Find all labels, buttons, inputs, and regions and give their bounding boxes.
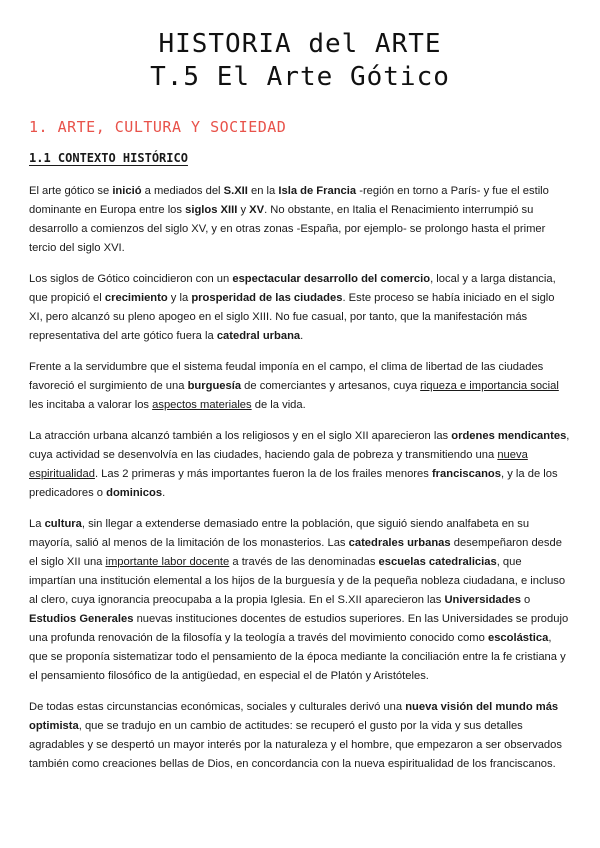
underlined-text: importante labor docente [105,556,230,568]
bold-text: nueva visión del mundo más optimista [29,701,559,732]
paragraph [29,515,571,686]
paragraph [29,182,571,258]
text-run: y la [167,292,192,304]
text-run: . Las 2 primeras y más importantes fueron la de los frailes menores [94,468,432,480]
bold-text: burguesía [187,380,242,392]
text-run: o [520,594,531,606]
paragraph [29,427,571,503]
text-run: , sin llegar a extenderse demasiado entre la población, que siguió siendo analfabeta en su mayoría, salió al menos de la limitación de los monasterios. Las [29,518,530,549]
text-run: . Este proceso se había iniciado en el siglo XI, pero alcanzó su pleno apogeo en el siglo XIII. No fue casual, por tanto, que la manifestación más representativa del arte gótico fuera la [29,292,555,342]
text-run: . [300,330,304,342]
subsection-heading: 1.1 CONTEXTO HISTÓRICO [29,151,188,165]
underlined-text: nueva espiritualidad [29,449,528,480]
text-run: de la vida. [251,399,306,411]
paragraph [29,698,571,774]
text-run: de comerciantes y artesanos, cuya [241,380,421,392]
bold-text: S.XII [223,185,248,197]
text-run: y [237,204,250,216]
bold-text: siglos XIII [185,204,238,216]
bold-text: Universidades [444,594,521,606]
text-run: , que impartían una institución elemental a los hijos de la burguesía y de la pequeña nobleza ciudadana, e incluso al clero, cuya ignorancia preocupaba a la propia Iglesia. En el S.XII aparecieron las [29,556,566,606]
text-run: La [29,518,45,530]
paragraph [29,270,571,346]
text-run: a través de las denominadas [229,556,379,568]
text-run: Los siglos de Gótico coincidieron con un [29,273,233,285]
bold-text: inició [112,185,142,197]
text-run: , que se tradujo en un cambio de actitudes: se recuperó el gusto por la vida y sus detalles agradables y se despertó un mayor interés por la naturaleza y el hombre, que empezaron a ser observados también como creaciones bellas de Dios, en concordancia con la nueva espiritualidad de los franciscanos. [29,720,562,770]
section-heading: 1. ARTE, CULTURA Y SOCIEDAD [29,118,287,136]
text-run: La atracción urbana alcanzó también a los religiosos y en el siglo XII aparecieron las [29,430,452,442]
underlined-text: aspectos materiales [152,399,252,411]
bold-text: espectacular desarrollo del comercio [232,273,431,285]
text-run: les incitaba a valorar los [29,399,153,411]
paragraph [29,358,571,415]
text-run: nuevas instituciones docentes de estudios superiores. En las Universidades se produjo una profunda renovación de la filosofía y la teología a través del movimiento conocido como [29,613,569,644]
text-run: , que se proponía sistematizar todo el pensamiento de la época mediante la conciliación entre la fe cristiana y el pensamiento filosófico de la antigüedad, en especial el de Platón y Aristóteles. [29,632,566,682]
bold-text: crecimiento [104,292,168,304]
text-run: , cuya actividad se desenvolvía en las ciudades, haciendo gala de pobreza y transmitiendo una [29,430,570,461]
bold-text: franciscanos [431,468,501,480]
bold-text: Isla de Francia [278,185,357,197]
bold-text: catedrales urbanas [348,537,451,549]
bold-text: escuelas catedralicias [378,556,497,568]
text-run: . [162,487,166,499]
bold-text: escolástica [487,632,549,644]
body-text [29,182,571,774]
text-run: , local y a larga distancia, que propició el [29,273,556,304]
bold-text: Estudios Generales [29,613,134,625]
text-run: . No obstante, en Italia el Renacimiento interrumpió su desarrollo a comienzos del siglo XV, y en otras zonas -España, por ejemplo- se prolongo hasta el primer tercio del siglo XVI. [29,204,546,254]
bold-text: ordenes mendicantes [451,430,567,442]
text-run: , y la de los predicadores o [29,468,558,499]
bold-text: prosperidad de las ciudades [191,292,343,304]
text-run: Frente a la servidumbre que el sistema feudal imponía en el campo, el clima de libertad de las ciudades favoreció el surgimiento de una [29,361,544,392]
bold-text: cultura [44,518,82,530]
text-run: en la [247,185,279,197]
text-run: -región en torno a París- y fue el estilo dominante en Europa entre los [29,185,549,216]
bold-text: XV [249,204,265,216]
text-run: desempeñaron desde el siglo XII una [29,537,562,568]
underlined-text: riqueza e importancia social [420,380,559,392]
text-run: El arte gótico se [29,185,113,197]
title-line-1: HISTORIA del ARTE [158,29,442,59]
document-title [29,28,571,94]
title-line-2: T.5 El Arte Gótico [150,62,450,92]
text-run: De todas estas circunstancias económicas, sociales y culturales derivó una [29,701,406,713]
bold-text: dominicos [106,487,163,499]
bold-text: catedral urbana [216,330,301,342]
text-run: a mediados del [141,185,224,197]
